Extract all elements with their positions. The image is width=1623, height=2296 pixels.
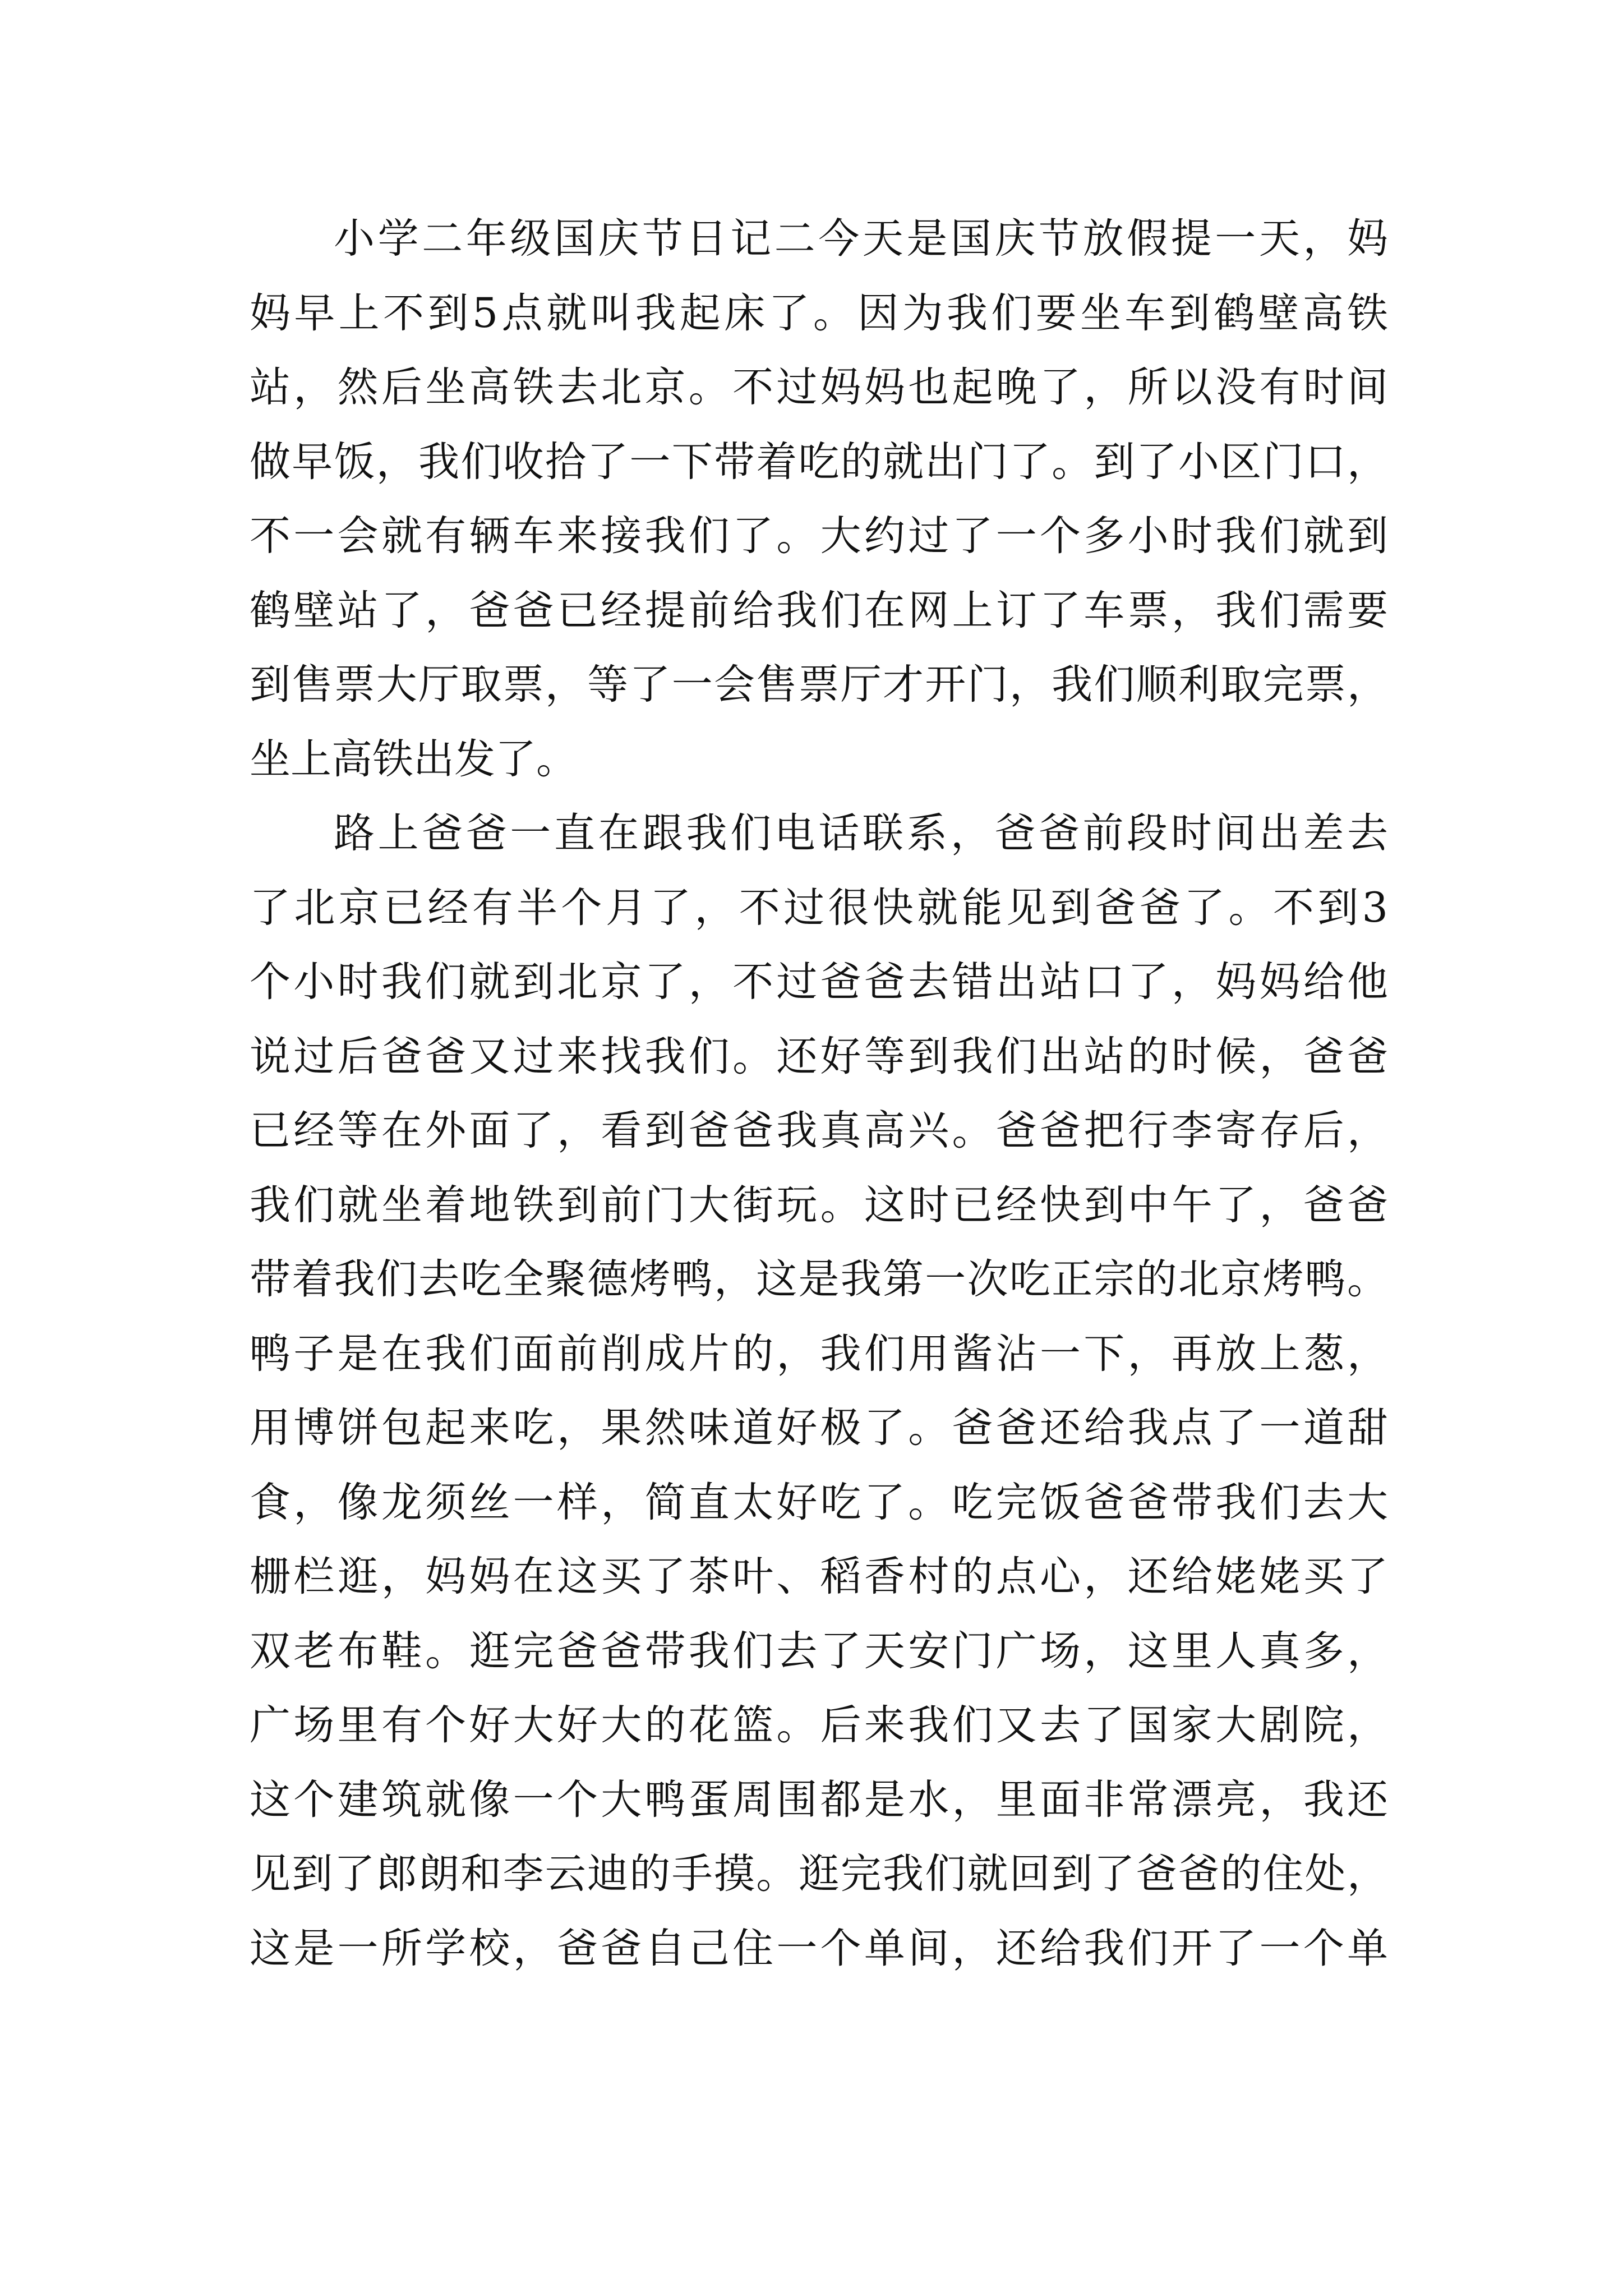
paragraph-2-line-3: 个小时我们就到北京了，不过爸爸去错出站口了，妈妈给他 (250, 958, 1388, 1006)
paragraph-2-line-10: 食，像龙须丝一样，简直太好吃了。吃完饭爸爸带我们去大 (250, 1478, 1388, 1526)
paragraph-1-line-8: 坐上高铁出发了。 (250, 735, 577, 783)
paragraph-1-line-6: 鹤壁站了，爸爸已经提前给我们在网上订了车票，我们需要 (250, 586, 1388, 634)
paragraph-1-line-5: 不一会就有辆车来接我们了。大约过了一个多小时我们就到 (250, 512, 1388, 560)
paragraph-1-line-1: 小学二年级国庆节日记二今天是国庆节放假提一天，妈 (334, 215, 1388, 263)
paragraph-2-line-8: 鸭子是在我们面前削成片的，我们用酱沾一下，再放上葱， (250, 1329, 1388, 1378)
paragraph-1-line-7: 到售票大厅取票，等了一会售票厅才开门，我们顺利取完票， (250, 661, 1388, 708)
paragraph-2-line-4: 说过后爸爸又过来找我们。还好等到我们出站的时候，爸爸 (250, 1032, 1388, 1080)
paragraph-2-line-14: 这个建筑就像一个大鸭蛋周围都是水，里面非常漂亮，我还 (250, 1775, 1388, 1824)
paragraph-2-line-13: 广场里有个好大好大的花篮。后来我们又去了国家大剧院， (250, 1701, 1388, 1749)
paragraph-2-line-2: 了北京已经有半个月了，不过很快就能见到爸爸了。不到3 (250, 884, 1388, 932)
paragraph-2-line-7: 带着我们去吃全聚德烤鸭，这是我第一次吃正宗的北京烤鸭。 (250, 1255, 1388, 1303)
paragraph-2-line-16: 这是一所学校，爸爸自己住一个单间，还给我们开了一个单 (250, 1924, 1388, 1972)
paragraph-1-line-3: 站，然后坐高铁去北京。不过妈妈也起晚了，所以没有时间 (250, 364, 1388, 411)
paragraph-2-line-15: 见到了郎朗和李云迪的手摸。逛完我们就回到了爸爸的住处， (250, 1850, 1388, 1898)
body-text (250, 202, 1388, 1986)
paragraph-2-line-5: 已经等在外面了，看到爸爸我真高兴。爸爸把行李寄存后， (250, 1107, 1388, 1154)
paragraph-1-line-2: 妈早上不到5点就叫我起床了。因为我们要坐车到鹤壁高铁 (250, 289, 1388, 337)
paragraph-2-line-11: 栅栏逛，妈妈在这买了茶叶、稻香村的点心，还给姥姥买了 (250, 1553, 1388, 1600)
paragraph-1-line-4: 做早饭，我们收拾了一下带着吃的就出门了。到了小区门口， (250, 438, 1388, 486)
paragraph-2-line-1: 路上爸爸一直在跟我们电话联系，爸爸前段时间出差去 (334, 809, 1388, 857)
paragraph-2-line-9: 用博饼包起来吃，果然味道好极了。爸爸还给我点了一道甜 (250, 1404, 1388, 1452)
paragraph-2-line-12: 双老布鞋。逛完爸爸带我们去了天安门广场，这里人真多， (250, 1627, 1388, 1675)
paragraph-2-line-6: 我们就坐着地铁到前门大街玩。这时已经快到中午了，爸爸 (250, 1181, 1388, 1229)
